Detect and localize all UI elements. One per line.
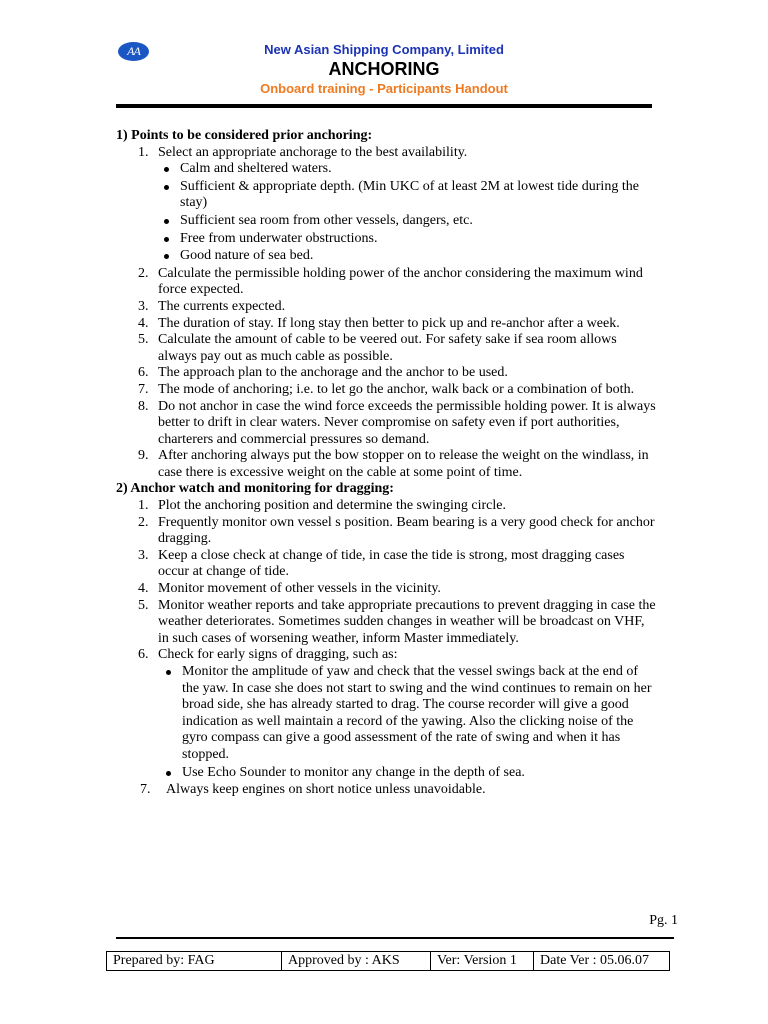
item-text: The duration of stay. If long stay then better to pick up and re-anchor after a week. [158, 315, 620, 331]
item-text: Plot the anchoring position and determine the swinging circle. [158, 498, 506, 514]
item-number: 1. [138, 498, 149, 514]
list-item [116, 332, 656, 365]
item-number: 6. [138, 365, 149, 381]
prepared-by-cell: Prepared by: FAG [107, 952, 282, 971]
item-number: 4. [138, 581, 149, 597]
list-item [116, 581, 656, 598]
document-body [116, 128, 656, 799]
item-number: 7. [138, 381, 149, 397]
bullet-item: Sufficient sea room from other vessels, dangers, etc. [158, 213, 656, 230]
list-item [116, 782, 656, 799]
bullet-item: Good nature of sea bed. [158, 248, 656, 265]
item-number: 6. [138, 647, 149, 663]
bullet-item: Free from underwater obstructions. [158, 231, 656, 248]
item-text: The approach plan to the anchorage and the anchor to be used. [158, 365, 508, 381]
bullet-item: Sufficient & appropriate depth. (Min UKC of at least 2M at lowest tide during the stay) [158, 179, 656, 212]
item-text: Frequently monitor own vessel s position. Beam bearing is a very good check for anchor dragging. [158, 514, 655, 547]
item-text: Monitor movement of other vessels in the vicinity. [158, 581, 441, 597]
item-text: Check for early signs of dragging, such as: [158, 647, 398, 663]
item-text: Keep a close check at change of tide, in case the tide is strong, most dragging cases occur at change of tide. [158, 547, 625, 580]
version-cell: Ver: Version 1 [431, 952, 534, 971]
item-number: 1. [138, 144, 149, 160]
company-name: New Asian Shipping Company, Limited [264, 42, 504, 57]
item-number: 9. [138, 448, 149, 464]
item-text: The mode of anchoring; i.e. to let go the anchor, walk back or a combination of both. [158, 381, 635, 397]
item-text: The currents expected. [158, 298, 286, 314]
bullet-item: Use Echo Sounder to monitor any change in the depth of sea. [158, 765, 656, 782]
list-item [116, 145, 656, 265]
date-version-cell: Date Ver : 05.06.07 [534, 952, 670, 971]
item-text: Calculate the permissible holding power of the anchor considering the maximum wind force expected. [158, 265, 643, 298]
item-number: 2. [138, 514, 149, 530]
list-item [116, 548, 656, 581]
approved-by-cell: Approved by : AKS [282, 952, 431, 971]
item-text: Do not anchor in case the wind force exceeds the permissible holding power. It is always better to drift in clear waters. Never compromise on safety even if port authorities, charterers and commercial pressures so demand. [158, 398, 656, 447]
section-1-heading: 1) Points to be considered prior anchoring: [116, 128, 373, 143]
list-item [116, 598, 656, 648]
list-item [116, 316, 656, 333]
list-item [116, 382, 656, 399]
document-title: ANCHORING [328, 59, 440, 79]
list-item [116, 399, 656, 449]
item-text: After anchoring always put the bow stopper on to release the weight on the windlass, in case there is excessive weight on the cable at some point of time. [158, 448, 649, 480]
item-text: Select an appropriate anchorage to the best availability. [158, 144, 468, 160]
item-number: 8. [138, 398, 149, 414]
list-item [116, 647, 656, 781]
document-control-table [106, 951, 670, 971]
company-logo: AA [118, 42, 149, 61]
document-subtitle: Onboard training - Participants Handout [260, 81, 508, 96]
item-number: 7. [140, 782, 151, 798]
list-item [116, 498, 656, 515]
footer-divider [116, 937, 674, 939]
item-number: 2. [138, 265, 149, 281]
item-number: 3. [138, 298, 149, 314]
table-row [107, 952, 670, 971]
bullet-item: Calm and sheltered waters. [158, 161, 656, 178]
bullet-list [158, 664, 656, 781]
item-number: 5. [138, 597, 149, 613]
list-item [116, 299, 656, 316]
header-divider [116, 104, 652, 108]
page-number: Pg. 1 [649, 913, 678, 928]
section-2-list [116, 498, 656, 799]
list-item [116, 448, 656, 481]
list-item [116, 365, 656, 382]
list-item [116, 266, 656, 299]
item-text: Always keep engines on short notice unless unavoidable. [166, 782, 486, 798]
section-2-heading: 2) Anchor watch and monitoring for dragging: [116, 481, 394, 497]
item-text: Monitor weather reports and take appropriate precautions to prevent dragging in case the weather deteriorates. Sometimes sudden changes in weather will be broadcast on VHF, in such cases of worsening weather, inform Master immediately. [158, 597, 656, 646]
item-number: 3. [138, 547, 149, 563]
item-number: 5. [138, 332, 149, 348]
item-text: Calculate the amount of cable to be veered out. For safety sake if sea room allows always pay out as much cable as possible. [158, 332, 617, 364]
section-1-list [116, 145, 656, 482]
list-item [116, 515, 656, 548]
item-number: 4. [138, 315, 149, 331]
bullet-item: Monitor the amplitude of yaw and check that the vessel swings back at the end of the yaw. In case she does not start to swing and the wind continues to remain on her broad side, she has already started to drag. The course recorder will give a good indication as well maintain a record of the yawing. Also the clicking noise of the gyro compass can give a good assessment of the rate of swing and when it has stopped. [158, 664, 656, 764]
bullet-list [158, 161, 656, 265]
